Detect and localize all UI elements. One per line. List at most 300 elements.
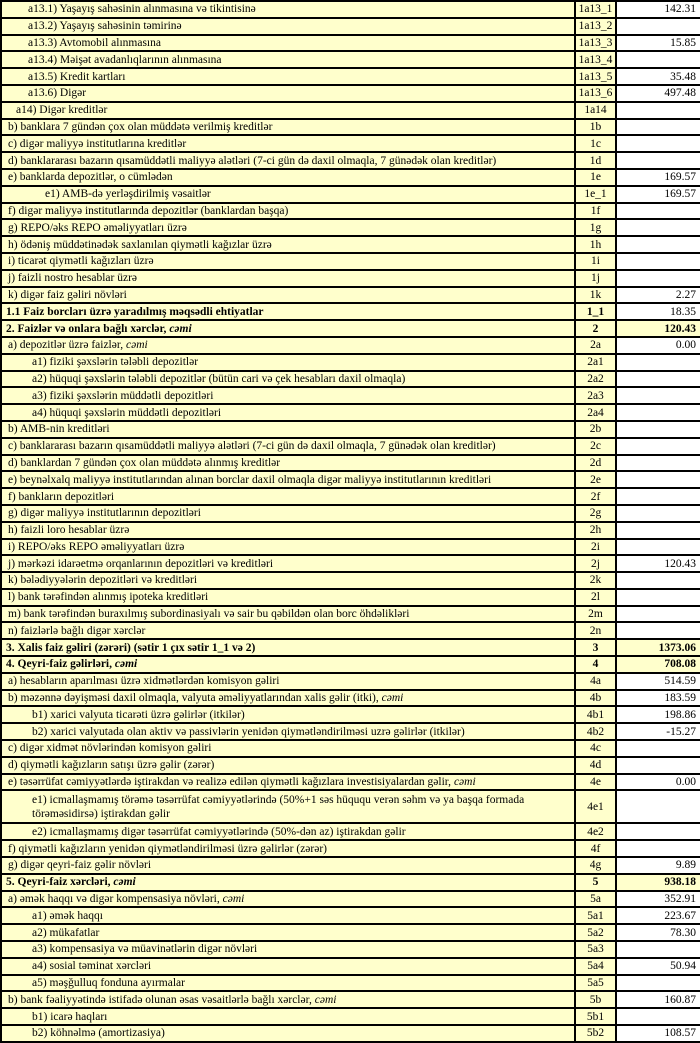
- table-row: [1, 51, 700, 68]
- row-code-cell: 1e: [575, 169, 616, 186]
- table-row: [1, 438, 700, 455]
- row-value-cell[interactable]: [616, 371, 700, 388]
- row-value-cell[interactable]: 1373.06: [616, 639, 700, 656]
- row-label-cell: [1, 891, 575, 908]
- row-label-cell: [1, 857, 575, 874]
- table-row: [1, 757, 700, 774]
- row-label-text: l) bank tərəfindən alınmış ipoteka kreditləri: [8, 591, 209, 604]
- row-label-text: e) banklarda depozitlər, o cümlədən: [8, 171, 173, 184]
- row-value-cell[interactable]: [616, 823, 700, 840]
- row-code-cell: 4e1: [575, 790, 616, 823]
- row-label-text: n) faizlərlə bağlı digər xərclər: [8, 624, 146, 637]
- row-code-cell: 2g: [575, 505, 616, 522]
- table-row: [1, 270, 700, 287]
- row-label-cell: [1, 421, 575, 438]
- table-row: [1, 371, 700, 388]
- row-label-text: a13.2) Yaşayış sahəsinin təmirinə: [28, 20, 182, 33]
- row-value-cell[interactable]: [616, 790, 700, 823]
- row-label-text: a) əmək haqqı və digər kompensasiya növləri,: [8, 893, 223, 906]
- row-label-cell: [1, 35, 575, 52]
- row-value-cell[interactable]: [616, 51, 700, 68]
- row-label-cell: [1, 505, 575, 522]
- row-label-cell: [1, 823, 575, 840]
- table-row: [1, 656, 700, 673]
- row-code-cell: 1k: [575, 287, 616, 304]
- row-value-cell[interactable]: [616, 522, 700, 539]
- table-row: [1, 924, 700, 941]
- row-value-cell[interactable]: 497.48: [616, 85, 700, 102]
- row-label-text: a) depozitlər üzrə faizlər,: [8, 339, 126, 352]
- table-row: [1, 589, 700, 606]
- row-label-text: 4. Qeyri-faiz gəlirləri,: [6, 658, 115, 671]
- row-code-cell: 1h: [575, 236, 616, 253]
- row-label-cell: [1, 774, 575, 791]
- row-value-cell[interactable]: [616, 404, 700, 421]
- row-label-text: e2) icmallaşmamış digər təsərrüfat cəmiyyətlərində (50%-dən az) iştirakdan gəlir: [32, 825, 406, 838]
- table-row: [1, 539, 700, 556]
- row-label-text: 5. Qeyri-faiz xərcləri,: [6, 876, 114, 889]
- row-label-suffix: cəmi: [381, 692, 404, 705]
- table-row: [1, 303, 700, 320]
- row-label-text: a13.4) Məişət avadanlıqlarının alınmasına: [28, 53, 222, 66]
- row-label-cell: [1, 673, 575, 690]
- row-label-cell: [1, 639, 575, 656]
- table-row: [1, 740, 700, 757]
- row-label-cell: [1, 219, 575, 236]
- row-code-cell: 1c: [575, 135, 616, 152]
- row-code-cell: 5a1: [575, 907, 616, 924]
- table-row: [1, 287, 700, 304]
- row-label-text: b) bank fəaliyyətində istifadə olunan əsas vəsaitlərlə bağlı xərclər,: [8, 993, 315, 1006]
- row-label-cell: [1, 907, 575, 924]
- row-label-cell: [1, 287, 575, 304]
- row-code-cell: 4b: [575, 690, 616, 707]
- table-row: [1, 455, 700, 472]
- row-value-cell[interactable]: [616, 488, 700, 505]
- row-label-text: g) REPO/əks REPO əməliyyatları üzrə: [8, 221, 187, 234]
- row-label-text: c) digər xidmət növlərindən komisyon gəliri: [8, 742, 212, 755]
- row-label-cell: [1, 102, 575, 119]
- row-label-cell: [1, 253, 575, 270]
- table-row: [1, 102, 700, 119]
- row-code-cell: 2l: [575, 589, 616, 606]
- table-row: [1, 891, 700, 908]
- row-value-cell[interactable]: 198.86: [616, 706, 700, 723]
- row-label-text: 3. Xalis faiz gəliri (zərəri) (sətir 1 çıx sətir 1_1 və 2): [6, 641, 256, 654]
- table-row: [1, 790, 700, 823]
- row-label-cell: [1, 840, 575, 857]
- row-label-text: a4) hüquqi şəxslərin müddətli depozitləri: [32, 406, 222, 419]
- table-row: [1, 354, 700, 371]
- table-row: [1, 488, 700, 505]
- row-value-cell[interactable]: 142.31: [616, 1, 700, 18]
- row-code-cell: 1a13_4: [575, 51, 616, 68]
- row-label-text: a13.6) Digər: [28, 87, 87, 100]
- table-row: [1, 572, 700, 589]
- row-label-text: g) digər qeyri-faiz gəlir növləri: [8, 859, 152, 872]
- row-label-text: i) REPO/əks REPO əməliyyatları üzrə: [8, 540, 185, 553]
- row-label-text: b2) köhnəlmə (amortizasiya): [32, 1027, 165, 1040]
- table-row: [1, 85, 700, 102]
- row-code-cell: 2e: [575, 471, 616, 488]
- row-label-text: f) digər maliyyə institutlarında depozitlər (banklardan başqa): [8, 204, 289, 217]
- row-code-cell: 4d: [575, 757, 616, 774]
- row-label-text: 1.1 Faiz borcları üzrə yaradılmış məqsədli ehtiyatlar: [6, 305, 264, 318]
- row-label-cell: [1, 152, 575, 169]
- row-value-cell[interactable]: 50.94: [616, 958, 700, 975]
- row-label-cell: [1, 656, 575, 673]
- row-value-cell[interactable]: 120.43: [616, 320, 700, 337]
- row-value-cell[interactable]: [616, 975, 700, 992]
- table-row: [1, 857, 700, 874]
- row-value-cell[interactable]: [616, 572, 700, 589]
- row-label-text: h) faizli loro hesablar üzrə: [8, 524, 130, 537]
- row-code-cell: 2a2: [575, 371, 616, 388]
- row-code-cell: 5a: [575, 891, 616, 908]
- row-value-cell[interactable]: [616, 1008, 700, 1025]
- row-label-text: b1) icarə haqları: [32, 1010, 108, 1023]
- row-code-cell: 4a: [575, 673, 616, 690]
- row-code-cell: 2m: [575, 606, 616, 623]
- row-label-cell: [1, 135, 575, 152]
- row-label-cell: [1, 186, 575, 203]
- table-row: [1, 320, 700, 337]
- table-row: [1, 18, 700, 35]
- row-code-cell: 2a4: [575, 404, 616, 421]
- row-label-cell: [1, 723, 575, 740]
- row-label-text: b1) xarici valyuta ticarəti üzrə gəlirlər (itkilər): [32, 708, 245, 721]
- row-value-cell[interactable]: 169.57: [616, 186, 700, 203]
- row-value-cell[interactable]: [616, 740, 700, 757]
- row-label-cell: [1, 555, 575, 572]
- row-label-text: f) qiymətli kağızların yenidən qiymətləndirilməsi üzrə gəlirlər (zərər): [8, 842, 327, 855]
- row-code-cell: 5b: [575, 991, 616, 1008]
- row-value-cell[interactable]: [616, 387, 700, 404]
- row-label-text: a13.3) Avtomobil alınmasına: [28, 36, 161, 49]
- row-label-cell: [1, 18, 575, 35]
- row-label-cell: [1, 488, 575, 505]
- table-row: [1, 337, 700, 354]
- row-label-cell: [1, 790, 575, 823]
- row-value-cell[interactable]: 352.91: [616, 891, 700, 908]
- row-label-text: a4) sosial təminat xərcləri: [32, 960, 152, 973]
- row-value-cell[interactable]: [616, 757, 700, 774]
- row-label-cell: [1, 874, 575, 891]
- row-label-cell: [1, 354, 575, 371]
- row-value-cell[interactable]: [616, 421, 700, 438]
- row-value-cell[interactable]: [616, 471, 700, 488]
- row-code-cell: 1f: [575, 203, 616, 220]
- row-label-text: j) mərkəzi idarəetmə orqanlarının depozitləri və kreditləri: [8, 557, 274, 570]
- row-label-text: i) ticarət qiymətli kağızları üzrə: [8, 255, 154, 268]
- row-code-cell: 1a13_1: [575, 1, 616, 18]
- row-code-cell: 2n: [575, 622, 616, 639]
- row-label-cell: [1, 337, 575, 354]
- row-label-cell: [1, 404, 575, 421]
- row-code-cell: 5b2: [575, 1025, 616, 1042]
- row-value-cell[interactable]: 108.57: [616, 1025, 700, 1042]
- row-label-cell: [1, 169, 575, 186]
- row-code-cell: 2d: [575, 455, 616, 472]
- row-code-cell: 3: [575, 639, 616, 656]
- row-label-text: d) qiymətli kağızların satışı üzrə gəlir (zərər): [8, 759, 215, 772]
- row-code-cell: 2c: [575, 438, 616, 455]
- row-value-cell[interactable]: 35.48: [616, 68, 700, 85]
- row-code-cell: 1a13_2: [575, 18, 616, 35]
- row-value-cell[interactable]: [616, 840, 700, 857]
- row-label-cell: [1, 690, 575, 707]
- row-value-cell[interactable]: [616, 505, 700, 522]
- row-label-cell: [1, 924, 575, 941]
- table-row: [1, 706, 700, 723]
- row-value-cell[interactable]: 15.85: [616, 35, 700, 52]
- row-value-cell[interactable]: 169.57: [616, 169, 700, 186]
- row-code-cell: 5b1: [575, 1008, 616, 1025]
- table-row: [1, 35, 700, 52]
- row-label-text: a5) məşğulluq fonduna ayırmalar: [32, 977, 185, 990]
- row-code-cell: 1g: [575, 219, 616, 236]
- row-label-cell: [1, 85, 575, 102]
- row-label-text: a) hesabların aparılması üzrə xidmətlərdən komisyon gəliri: [8, 675, 280, 688]
- row-value-cell[interactable]: 160.87: [616, 991, 700, 1008]
- row-label-cell: [1, 51, 575, 68]
- row-value-cell[interactable]: 18.35: [616, 303, 700, 320]
- row-label-suffix: cəmi: [114, 658, 138, 671]
- row-label-cell: [1, 387, 575, 404]
- row-label-cell: [1, 1, 575, 18]
- table-row: [1, 907, 700, 924]
- row-value-cell[interactable]: [616, 102, 700, 119]
- row-code-cell: 4f: [575, 840, 616, 857]
- row-code-cell: 4e2: [575, 823, 616, 840]
- row-label-cell: [1, 455, 575, 472]
- table-row: [1, 253, 700, 270]
- row-label-cell: [1, 991, 575, 1008]
- row-label-cell: [1, 606, 575, 623]
- row-code-cell: 1a13_6: [575, 85, 616, 102]
- row-code-cell: 5a3: [575, 941, 616, 958]
- table-row: [1, 186, 700, 203]
- table-row: [1, 1008, 700, 1025]
- row-label-cell: [1, 236, 575, 253]
- row-value-cell[interactable]: [616, 606, 700, 623]
- row-value-cell[interactable]: 938.18: [616, 874, 700, 891]
- row-label-suffix: cəmi: [169, 322, 192, 335]
- row-label-text: a2) hüquqi şəxslərin tələbli depozitlər (bütün cari və çek hesabları daxil olmaqla): [32, 372, 406, 385]
- row-label-cell: [1, 438, 575, 455]
- row-label-text: e) beynəlxalq maliyyə institutlarından alınan borclar daxil olmaqla digər maliyyə institutlarının kreditləri: [8, 473, 492, 486]
- row-value-cell[interactable]: [616, 438, 700, 455]
- table-row: [1, 673, 700, 690]
- row-code-cell: 4c: [575, 740, 616, 757]
- row-value-cell[interactable]: [616, 455, 700, 472]
- row-label-cell: [1, 303, 575, 320]
- row-code-cell: 4b1: [575, 706, 616, 723]
- table-row: [1, 387, 700, 404]
- row-code-cell: 1j: [575, 270, 616, 287]
- row-value-cell[interactable]: [616, 18, 700, 35]
- row-code-cell: 2a: [575, 337, 616, 354]
- table-row: [1, 236, 700, 253]
- row-code-cell: 4: [575, 656, 616, 673]
- row-code-cell: 2j: [575, 555, 616, 572]
- row-label-text: a13.1) Yaşayış sahəsinin alınmasına və tikintisinə: [28, 3, 256, 16]
- row-label-text: f) bankların depozitləri: [8, 490, 115, 503]
- table-row: [1, 975, 700, 992]
- row-label-cell: [1, 371, 575, 388]
- row-label-cell: [1, 975, 575, 992]
- row-code-cell: 1_1: [575, 303, 616, 320]
- row-value-cell[interactable]: -15.27: [616, 723, 700, 740]
- row-label-text: b) banklara 7 gündən çox olan müddətə verilmiş kreditlər: [8, 120, 273, 133]
- row-label-text: e1) AMB-də yerləşdirilmiş vəsaitlər: [45, 188, 211, 201]
- table-row: [1, 639, 700, 656]
- row-label-cell: [1, 539, 575, 556]
- table-row: [1, 606, 700, 623]
- row-code-cell: 4e: [575, 774, 616, 791]
- row-label-text: m) bank tərəfindən buraxılmış subordinasiyalı və sair bu qəbildən olan borc öhdəlikləri: [8, 608, 410, 621]
- row-code-cell: 1a13_5: [575, 68, 616, 85]
- table-row: [1, 840, 700, 857]
- row-label-cell: [1, 757, 575, 774]
- row-label-text: a13.5) Kredit kartları: [28, 70, 126, 83]
- row-label-text: e1) icmallaşmamış törəmə təsərrüfat cəmiyyətlərində (50%+1 səs hüququ verən səhm və ya başqa formada törəməsidirsə) iştirakdan gəlir: [32, 793, 525, 820]
- row-value-cell[interactable]: 0.00: [616, 337, 700, 354]
- row-label-text: e) təsərrüfat cəmiyyətlərdə iştirakdan və realizə edilən qiymətli kağızlara investisiyalardan gəlir,: [8, 776, 454, 789]
- row-label-text: g) digər maliyyə institutlarının depozitləri: [8, 507, 201, 520]
- row-label-text: h) ödəniş müddətinədək saxlanılan qiymətli kağızlar üzrə: [8, 238, 272, 251]
- row-value-cell[interactable]: 9.89: [616, 857, 700, 874]
- row-label-text: a1) fiziki şəxslərin tələbli depozitlər: [32, 356, 199, 369]
- row-code-cell: 1d: [575, 152, 616, 169]
- row-value-cell[interactable]: [616, 236, 700, 253]
- row-label-suffix: cəmi: [453, 776, 476, 789]
- row-label-cell: [1, 119, 575, 136]
- row-value-cell[interactable]: [616, 589, 700, 606]
- row-label-text: a2) mükafatlar: [32, 926, 100, 939]
- row-code-cell: 2b: [575, 421, 616, 438]
- row-value-cell[interactable]: 514.59: [616, 673, 700, 690]
- row-code-cell: 1b: [575, 119, 616, 136]
- row-label-text: d) banklardan 7 gündən çox olan müddətə alınmış kreditlər: [8, 456, 281, 469]
- row-label-suffix: cəmi: [314, 993, 337, 1006]
- row-code-cell: 5a4: [575, 958, 616, 975]
- table-row: [1, 555, 700, 572]
- table-row: [1, 152, 700, 169]
- row-value-cell[interactable]: 78.30: [616, 924, 700, 941]
- table-row: [1, 522, 700, 539]
- table-row: [1, 203, 700, 220]
- row-code-cell: 5: [575, 874, 616, 891]
- row-value-cell[interactable]: [616, 203, 700, 220]
- row-value-cell[interactable]: 2.27: [616, 287, 700, 304]
- row-value-cell[interactable]: [616, 622, 700, 639]
- row-label-text: 2. Faizlər və onlara bağlı xərclər,: [6, 322, 170, 335]
- row-label-cell: [1, 68, 575, 85]
- row-value-cell[interactable]: [616, 119, 700, 136]
- table-row: [1, 1, 700, 18]
- row-value-cell[interactable]: 223.67: [616, 907, 700, 924]
- row-label-suffix: cəmi: [222, 893, 245, 906]
- row-value-cell[interactable]: [616, 253, 700, 270]
- row-label-text: d) banklararası bazarın qısamüddətli maliyyə alətləri (7-ci gün də daxil olmaqla, 7 günədək olan kreditlər): [8, 154, 497, 167]
- table-row: [1, 404, 700, 421]
- row-label-cell: [1, 622, 575, 639]
- row-code-cell: 1a13_3: [575, 35, 616, 52]
- table-row: [1, 135, 700, 152]
- row-label-cell: [1, 706, 575, 723]
- row-code-cell: 2a3: [575, 387, 616, 404]
- row-code-cell: 5a5: [575, 975, 616, 992]
- row-label-text: c) digər maliyyə institutlarına kreditlər: [8, 137, 187, 150]
- row-code-cell: 4g: [575, 857, 616, 874]
- table-row: [1, 991, 700, 1008]
- row-code-cell: 2i: [575, 539, 616, 556]
- row-label-text: a14) Digər kreditlər: [16, 104, 108, 117]
- row-label-text: c) banklararası bazarın qısamüddətli maliyyə alətləri (7-ci gün də daxil olmaqla, 7 günədək olan kreditlər): [8, 440, 496, 453]
- income-table-body: [1, 1, 700, 1042]
- row-value-cell[interactable]: [616, 219, 700, 236]
- row-code-cell: 2: [575, 320, 616, 337]
- row-label-cell: [1, 572, 575, 589]
- row-code-cell: 1i: [575, 253, 616, 270]
- table-row: [1, 505, 700, 522]
- row-value-cell[interactable]: [616, 539, 700, 556]
- row-label-cell: [1, 740, 575, 757]
- row-code-cell: 2a1: [575, 354, 616, 371]
- row-value-cell[interactable]: [616, 941, 700, 958]
- row-label-text: b2) xarici valyutada olan aktiv və passivlərin yenidən qiymətləndirilməsi uzrə gəlirlər (itkilər): [32, 725, 465, 738]
- table-row: [1, 1025, 700, 1042]
- table-row: [1, 941, 700, 958]
- table-row: [1, 823, 700, 840]
- table-row: [1, 119, 700, 136]
- row-value-cell[interactable]: 183.59: [616, 690, 700, 707]
- table-row: [1, 169, 700, 186]
- row-code-cell: 2k: [575, 572, 616, 589]
- row-label-cell: [1, 958, 575, 975]
- row-label-suffix: cəmi: [125, 339, 148, 352]
- table-row: [1, 622, 700, 639]
- row-label-cell: [1, 1008, 575, 1025]
- row-label-cell: [1, 522, 575, 539]
- row-value-cell[interactable]: 0.00: [616, 774, 700, 791]
- row-value-cell[interactable]: [616, 135, 700, 152]
- row-value-cell[interactable]: [616, 152, 700, 169]
- row-label-text: j) faizli nostro hesablar üzrə: [8, 272, 137, 285]
- row-label-cell: [1, 589, 575, 606]
- row-value-cell[interactable]: [616, 354, 700, 371]
- row-label-text: b) AMB-nin kreditləri: [8, 423, 110, 436]
- row-value-cell[interactable]: 120.43: [616, 555, 700, 572]
- table-row: [1, 219, 700, 236]
- table-row: [1, 690, 700, 707]
- row-code-cell: 5a2: [575, 924, 616, 941]
- table-row: [1, 68, 700, 85]
- row-code-cell: 1a14: [575, 102, 616, 119]
- row-label-suffix: cəmi: [113, 876, 136, 889]
- row-code-cell: 1e_1: [575, 186, 616, 203]
- row-value-cell[interactable]: 708.08: [616, 656, 700, 673]
- row-label-cell: [1, 203, 575, 220]
- row-value-cell[interactable]: [616, 270, 700, 287]
- row-label-cell: [1, 270, 575, 287]
- row-label-text: a1) əmək haqqı: [32, 909, 103, 922]
- table-row: [1, 421, 700, 438]
- row-label-cell: [1, 1025, 575, 1042]
- table-row: [1, 874, 700, 891]
- row-label-cell: [1, 941, 575, 958]
